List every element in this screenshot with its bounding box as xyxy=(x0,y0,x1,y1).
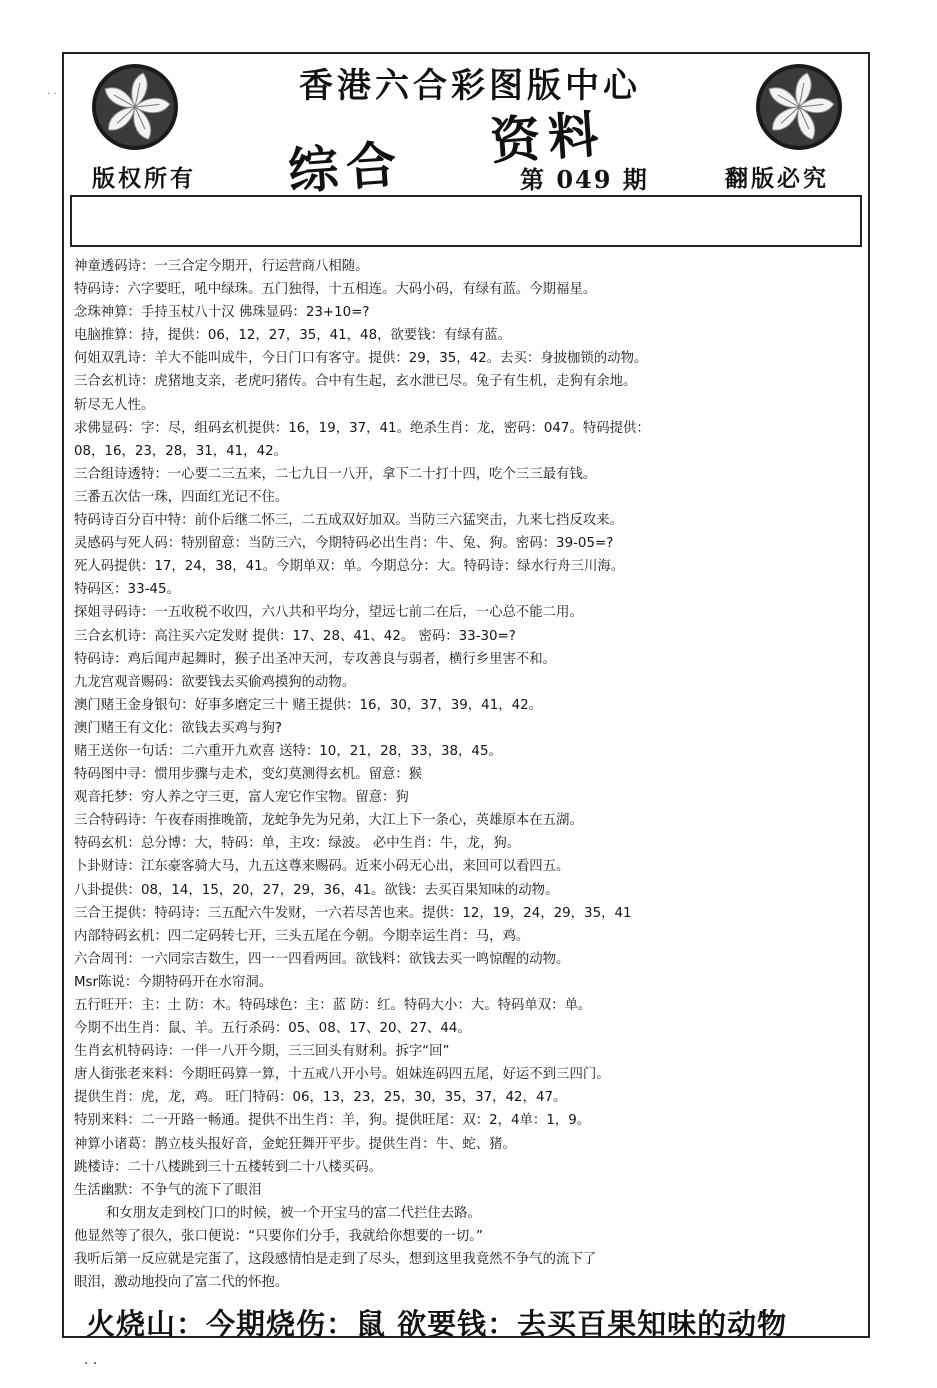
page-title: 香港六合彩图版中心 xyxy=(299,66,641,106)
text-line: 三合玄机诗：高注买六定发财 提供：17、28、41、42。 密码：33-30=? xyxy=(74,628,516,644)
text-line: 内部特码玄机：四二定码转七开，三头五尾在今朝。今期幸运生肖：马，鸡。 xyxy=(74,928,530,944)
text-line: 探姐寻码诗：一五收税不收四，六八共和平均分，望远七前二在后，一心总不能二用。 xyxy=(74,605,583,621)
text-line: 电脑推算：持，提供：06，12，27，35，41，48，欲要钱：有绿有蓝。 xyxy=(74,328,511,344)
text-line: 八卦提供：08，14，15，20，27，29，36，41。欲钱：去买百果知味的动物。 xyxy=(74,882,559,898)
story-line: 我听后第一反应就是完蛋了，这段感情怕是走到了尽头，想到这里我竟然不争气的流下了 xyxy=(74,1252,597,1268)
text-line: 赌王送你一句话：二六重开九欢喜 送特：10，21，28，33，38，45。 xyxy=(74,743,502,759)
text-line: 特别来料：二一开路一畅通。提供不出生肖：羊，狗。提供旺尾：双：2，4单：1，9。 xyxy=(74,1113,591,1129)
copyright-notice: 版权所有 xyxy=(92,165,196,192)
headline-word-zonghe: 综合 xyxy=(286,134,407,201)
text-line: 灵感码与死人码：特别留意：当防三六，今期特码必出生肖：牛、兔、狗。密码：39-05=? xyxy=(74,536,614,552)
empty-banner-box xyxy=(70,195,862,247)
text-line: 特码图中寻：惯用步骤与走术，变幻莫测得玄机。留意：猴 xyxy=(74,767,423,783)
text-line: 三合特码诗：午夜春雨推晚箭，龙蛇争先为兄弟，大江上下一条心，英雄原本在五湖。 xyxy=(74,813,583,829)
text-line: 卜卦财诗：江东豪客骑大马，九五这尊来赐码。近来小码无心出，来回可以看四五。 xyxy=(74,859,570,875)
footer-banner: 火烧山：今期烧伤：鼠 欲要钱：去买百果知味的动物 xyxy=(86,1307,788,1341)
bauhinia-flower-icon xyxy=(90,62,180,152)
story-line: 他显然等了很久，张口便说：“只要你们分手，我就给你想要的一切。” xyxy=(74,1228,483,1244)
text-line: 特码诗：鸡后闻声起舞时，猴子出圣冲天河，专攻善良与弱者，横行乡里害不和。 xyxy=(74,651,557,667)
no-reprint-notice: 翻版必究 xyxy=(725,165,829,192)
text-line: 斩尽无人性。 xyxy=(74,397,155,413)
text-line: 念珠神算：手持玉杖八十汉 佛珠显码：23+10=? xyxy=(74,305,370,321)
text-line: Msr陈说：今期特码开在水帘洞。 xyxy=(74,974,273,990)
text-line: 观音托梦：穷人养之守三更，富人宠它作宝物。留意：狗 xyxy=(74,790,409,806)
scan-marks-bottom: . . xyxy=(84,1352,98,1368)
bauhinia-flower-icon xyxy=(754,62,844,152)
text-line: 特码区：33-45。 xyxy=(74,582,180,598)
story-line: 眼泪，激动地投向了富二代的怀抱。 xyxy=(74,1275,289,1291)
text-line: 特码玄机：总分博：大，特码：单，主攻：绿波。 必中生肖：牛，龙，狗。 xyxy=(74,836,521,852)
text-line: 特码诗：六字要旺，吼中绿珠。五门独得，十五相连。大码小码，有绿有蓝。今期福星。 xyxy=(74,282,597,298)
text-line: 六合周刊：一六同宗吉数生，四一一四看两回。欲钱料：欲钱去买一鸣惊醒的动物。 xyxy=(74,951,570,967)
text-line: 特码诗百分百中特：前仆后继二怀三，二五成双好加双。当防三六猛突击，九来七挡反攻来。 xyxy=(74,513,624,529)
text-line: 死人码提供：17，24，38，41。今期单双：单。今期总分：大。特码诗：绿水行舟三川海。 xyxy=(74,559,625,575)
text-line: 三合玄机诗：虎猪地支亲，老虎叼猪传。合中有生起，玄水泄已尽。兔子有生机，走狗有余地。 xyxy=(74,374,637,390)
content-body xyxy=(74,255,864,1294)
text-line: 九龙宫观音赐码：欲要钱去买偷鸡摸狗的动物。 xyxy=(74,674,356,690)
headline-word-ziliao: 资料 xyxy=(488,104,609,171)
scan-marks-top: . . xyxy=(47,86,57,97)
text-line: 五行旺开：主：土 防：木。特码球色：主：蓝 防：红。特码大小：大。特码单双：单。 xyxy=(74,998,592,1013)
text-line: 三番五次估一珠，四面红光记不住。 xyxy=(74,489,289,505)
text-line: 何姐双乳诗：羊大不能叫成牛，今日门口有客守。提供：29，35，42。去买：身披枷锁的动物。 xyxy=(74,351,648,367)
text-line: 今期不出生肖：鼠、羊。五行杀码：05、08、17、20、27、44。 xyxy=(74,1021,471,1037)
text-line: 神算小诸葛：鹊立枝头报好音，金蛇狂舞开平步。提供生肖：牛、蛇、猪。 xyxy=(74,1136,516,1152)
text-line: 求佛显码：字：尽，组码玄机提供：16，19，37，41。绝杀生肖：龙，密码：047。特码提供： xyxy=(74,420,650,436)
text-line: 跳楼诗：二十八楼跳到三十五楼转到二十八楼买码。 xyxy=(74,1159,382,1175)
text-line: 三合组诗透特：一心要二三五来，二七九日一八开，拿下二十打十四，吃个三三最有钱。 xyxy=(74,466,597,482)
text-line: 神童透码诗：一三合定今期开，行运营商八相随。 xyxy=(74,259,369,274)
text-line: 三合王提供：特码诗：三五配六牛发财，一六若尽苦也来。提供：12，19，24，29，35，41 xyxy=(74,905,632,921)
text-line: 澳门赌王金身银句：好事多磨定三十 赌王提供：16，30，37，39，41，42。 xyxy=(74,697,543,713)
text-line: 08，16，23，28，31，41，42。 xyxy=(74,443,288,459)
text-line: 生肖玄机特码诗：一伴一八开今期，三三回头有财利。拆字“回” xyxy=(74,1044,450,1060)
text-line: 提供生肖：虎，龙，鸡。 旺门特码：06，13，23，25，30，35，37，42，47。 xyxy=(74,1090,567,1106)
issue-number: 第 049 期 xyxy=(520,165,649,194)
story-line: 和女朋友走到校门口的时候，被一个开宝马的富二代拦住去路。 xyxy=(106,1205,481,1221)
text-line: 唐人街张老来料：今期旺码算一算，十五戒八开小号。姐妹连码四五尾，好运不到三四门。 xyxy=(74,1067,610,1083)
text-line: 澳门赌王有文化：欲钱去买鸡与狗? xyxy=(74,720,282,736)
text-line: 生活幽默：不争气的流下了眼泪 xyxy=(74,1182,262,1198)
